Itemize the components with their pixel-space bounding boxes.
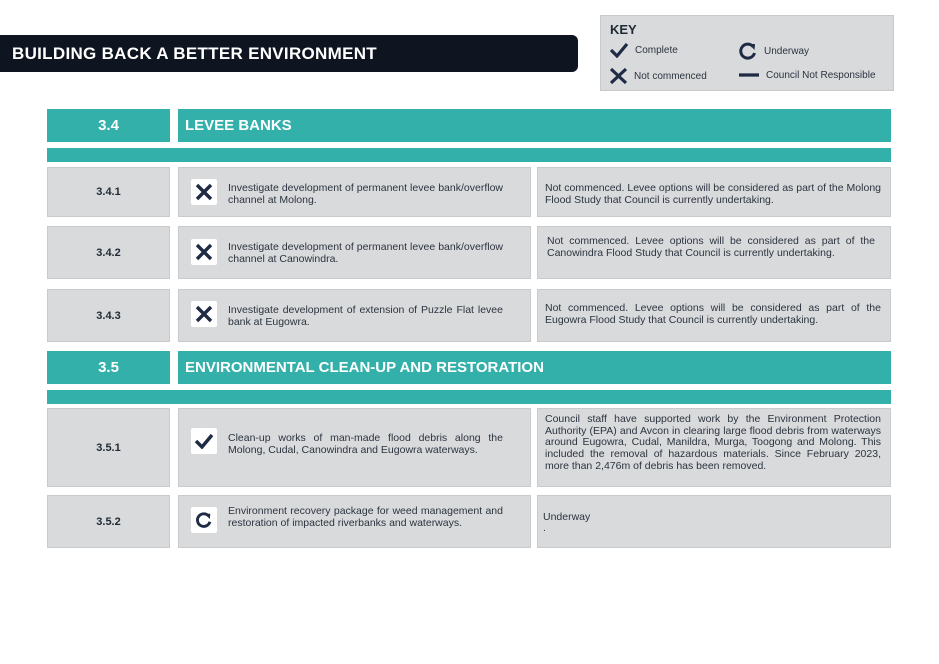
key-label-not-responsible: Council Not Responsible	[766, 69, 876, 81]
status-cell	[537, 167, 891, 217]
status-icon-box	[191, 239, 217, 265]
key-item-underway	[738, 41, 809, 61]
task-cell	[178, 495, 531, 548]
status-icon-box	[191, 507, 217, 533]
row-id: 3.5.2	[47, 495, 170, 548]
task-cell	[178, 408, 531, 487]
section-divider	[47, 390, 891, 404]
task-cell	[178, 167, 531, 217]
status-description: Underway	[543, 511, 591, 523]
refresh-icon	[738, 41, 758, 61]
status-description: Not commenced. Levee options will be considered as part of the Molong Flood Study that Council is currently undertaking.	[545, 182, 881, 206]
status-extra: .	[543, 522, 546, 534]
cross-icon	[195, 183, 213, 201]
section-number: 3.5	[47, 351, 170, 384]
status-icon-box	[191, 428, 217, 454]
check-icon	[609, 42, 629, 58]
dash-icon	[738, 69, 760, 81]
row-id: 3.5.1	[47, 408, 170, 487]
status-cell	[537, 289, 891, 342]
row-id: 3.4.3	[47, 289, 170, 342]
status-icon-box	[191, 301, 217, 327]
status-description: Council staff have supported work by the Environment Protection Authority (EPA) and Avcon in clearing large flood debris from waterways around Eugowra, Cudal, Manildra, Murga, Toogong and Molong. This included the removal of hazardous materials. Since February 2023, more than 2,476m of debris has been removed.	[545, 413, 881, 472]
cross-icon	[195, 243, 213, 261]
task-description: Clean-up works of man-made flood debris along the Molong, Cudal, Canowindra and Eugowra waterways.	[228, 432, 503, 456]
section-title: ENVIRONMENTAL CLEAN-UP AND RESTORATION	[178, 351, 891, 384]
status-cell	[537, 408, 891, 487]
page-title-banner	[0, 35, 578, 72]
status-cell	[537, 226, 891, 279]
task-description: Investigate development of extension of Puzzle Flat levee bank at Eugowra.	[228, 304, 503, 328]
section-divider	[47, 148, 891, 162]
section-title: LEVEE BANKS	[178, 109, 891, 142]
key-label-complete: Complete	[635, 44, 678, 56]
cross-icon	[195, 305, 213, 323]
row-id: 3.4.1	[47, 167, 170, 217]
key-label-underway: Underway	[764, 45, 810, 57]
status-description: Not commenced. Levee options will be considered as part of the Eugowra Flood Study that Council is currently undertaking.	[545, 302, 881, 326]
key-label-not-commenced: Not commenced	[634, 70, 707, 82]
status-description: Not commenced. Levee options will be considered as part of the Canowindra Flood Study that Council is currently undertaking.	[547, 235, 875, 259]
check-icon	[194, 433, 214, 449]
status-icon-box	[191, 179, 217, 205]
task-description: Environment recovery package for weed management and restoration of impacted riverbanks and waterways.	[228, 505, 503, 529]
key-item-not-commenced	[609, 67, 707, 85]
task-description: Investigate development of permanent levee bank/overflow channel at Molong.	[228, 182, 503, 206]
section-number: 3.4	[47, 109, 170, 142]
row-id: 3.4.2	[47, 226, 170, 279]
status-cell	[537, 495, 891, 548]
key-item-complete	[609, 42, 678, 58]
task-cell	[178, 289, 531, 342]
page-title: BUILDING BACK A BETTER ENVIRONMENT	[12, 44, 377, 63]
key-title: KEY	[610, 22, 637, 37]
refresh-icon	[195, 511, 213, 529]
task-cell	[178, 226, 531, 279]
key-legend	[600, 15, 894, 91]
key-item-not-responsible	[738, 69, 876, 81]
cross-icon	[609, 67, 628, 85]
task-description: Investigate development of permanent levee bank/overflow channel at Canowindra.	[228, 241, 503, 265]
